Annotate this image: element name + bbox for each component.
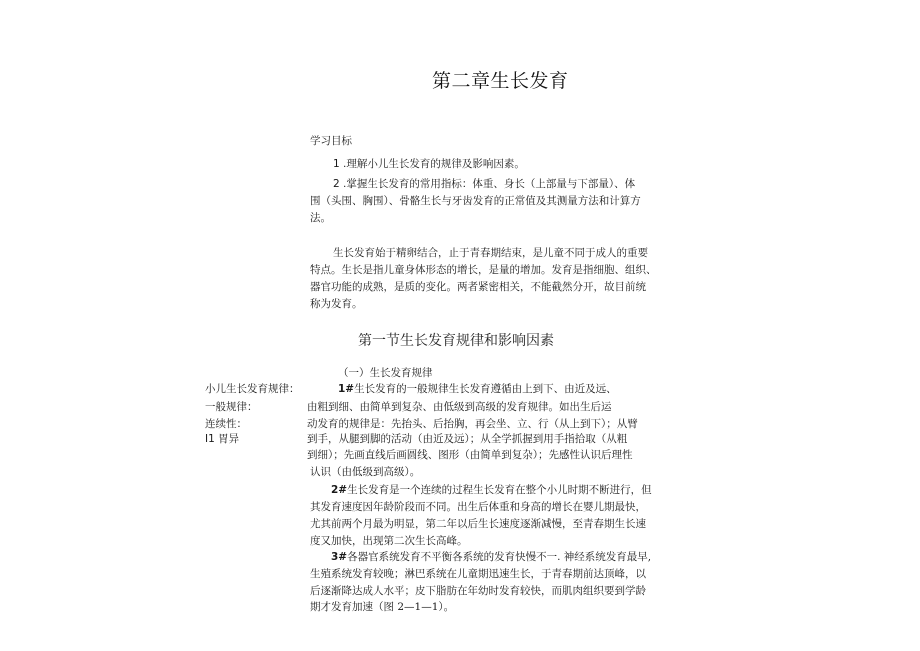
margin-note-3: 连续性： (205, 418, 247, 430)
objective-item-2-line-2: 围（头围、胸围）、骨骼生长与牙齿发育的正常值及其测量方法和计算方 (310, 195, 641, 207)
rule-1-line-1 (338, 382, 617, 396)
section-subhead: （一）生长发育规律 (338, 367, 433, 379)
margin-note-1: 小儿生长发育规律： (205, 383, 300, 395)
objective-text: .理解小儿生长发育的规律及影响因素。 (343, 158, 525, 170)
rule-2-line-2: 其发育速度因年龄阶段而不同。出生后体重和身高的增长在婴儿期最快， (310, 501, 646, 513)
rule-2-line-3: 尤其前两个月最为明显，第二年以后生长速度逐渐减慢，至青春期生长速 (310, 518, 646, 530)
objective-number: 1 (333, 158, 340, 170)
objective-item-1 (333, 157, 525, 171)
rule-1-line-5: 到细）；先画直线后画圆线、图形（由简单到复杂）；先感性认识后理性 (307, 449, 633, 461)
rule-1-line-4: 到手，从腿到脚的活动（由近及远）；从全学抓握到用手指拾取（从粗 (307, 433, 628, 445)
objective-item-2-line-3: 法。 (310, 212, 331, 224)
rule-2-line-4: 度又加快，出现第二次生长高峰。 (310, 535, 468, 547)
margin-note-2: 一般规律： (205, 401, 258, 413)
chapter-title: 第二章生长发育 (432, 70, 569, 92)
section-title: 第一节生长发育规律和影响因素 (358, 333, 554, 349)
objective-number: 2 (333, 178, 340, 190)
rule-number: 2# (331, 484, 348, 496)
intro-line-4: 称为发育。 (310, 298, 363, 310)
rule-2-line-1 (331, 483, 652, 497)
rule-1-line-2: 由粗到细、由简单到复杂、由低级到高级的发育规律。如出生后运 (307, 401, 612, 413)
objectives-heading: 学习目标 (310, 135, 352, 147)
objective-text: .掌握生长发育的常用指标：体重、身长（上部量与下部量）、体 (343, 178, 636, 190)
rule-3-line-4: 期才发育加速（图 2—1—1）。 (310, 601, 455, 613)
rule-3-line-1 (331, 550, 651, 564)
rule-text: 生长发育的一般规律生长发育遵循由上到下、由近及远、 (354, 383, 617, 395)
objective-item-2-line-1 (333, 177, 635, 191)
margin-note-4: I1 胃异 (205, 433, 240, 445)
intro-line-1: 生长发育始于精卵结合，止于青春期结束，是儿童不同于成人的重要 (333, 247, 648, 259)
rule-number: 3# (331, 551, 348, 563)
rule-1-line-6: 认识（由低级到高级）。 (310, 466, 421, 478)
rule-1-line-3: 动发育的规律是：先抬头、后抬胸，再会坐、立、行（从上到下）；从臂 (307, 418, 638, 430)
rule-text: 生长发育是一个连续的过程生长发育在整个小儿时期不断进行，但 (347, 484, 652, 496)
intro-line-3: 器官功能的成熟，是质的变化。两者紧密相关，不能截然分开，故目前统 (310, 281, 646, 293)
intro-line-2: 特点。生长是指儿童身体形态的增长，是量的增加。发育是指细胞、组织、 (310, 264, 657, 276)
rule-number: 1# (338, 383, 355, 395)
rule-3-line-2: 生殖系统发育较晚；淋巴系统在儿童期迅速生长，于青春期前达顶峰，以 (310, 568, 646, 580)
rule-text: 各器官系统发育不平衡各系统的发育快慢不一. 神经系统发育最早, (347, 551, 652, 563)
rule-3-line-3: 后逐渐降达成人水平；皮下脂肪在年幼时发育较快，而肌肉组织要到学龄 (310, 585, 646, 597)
